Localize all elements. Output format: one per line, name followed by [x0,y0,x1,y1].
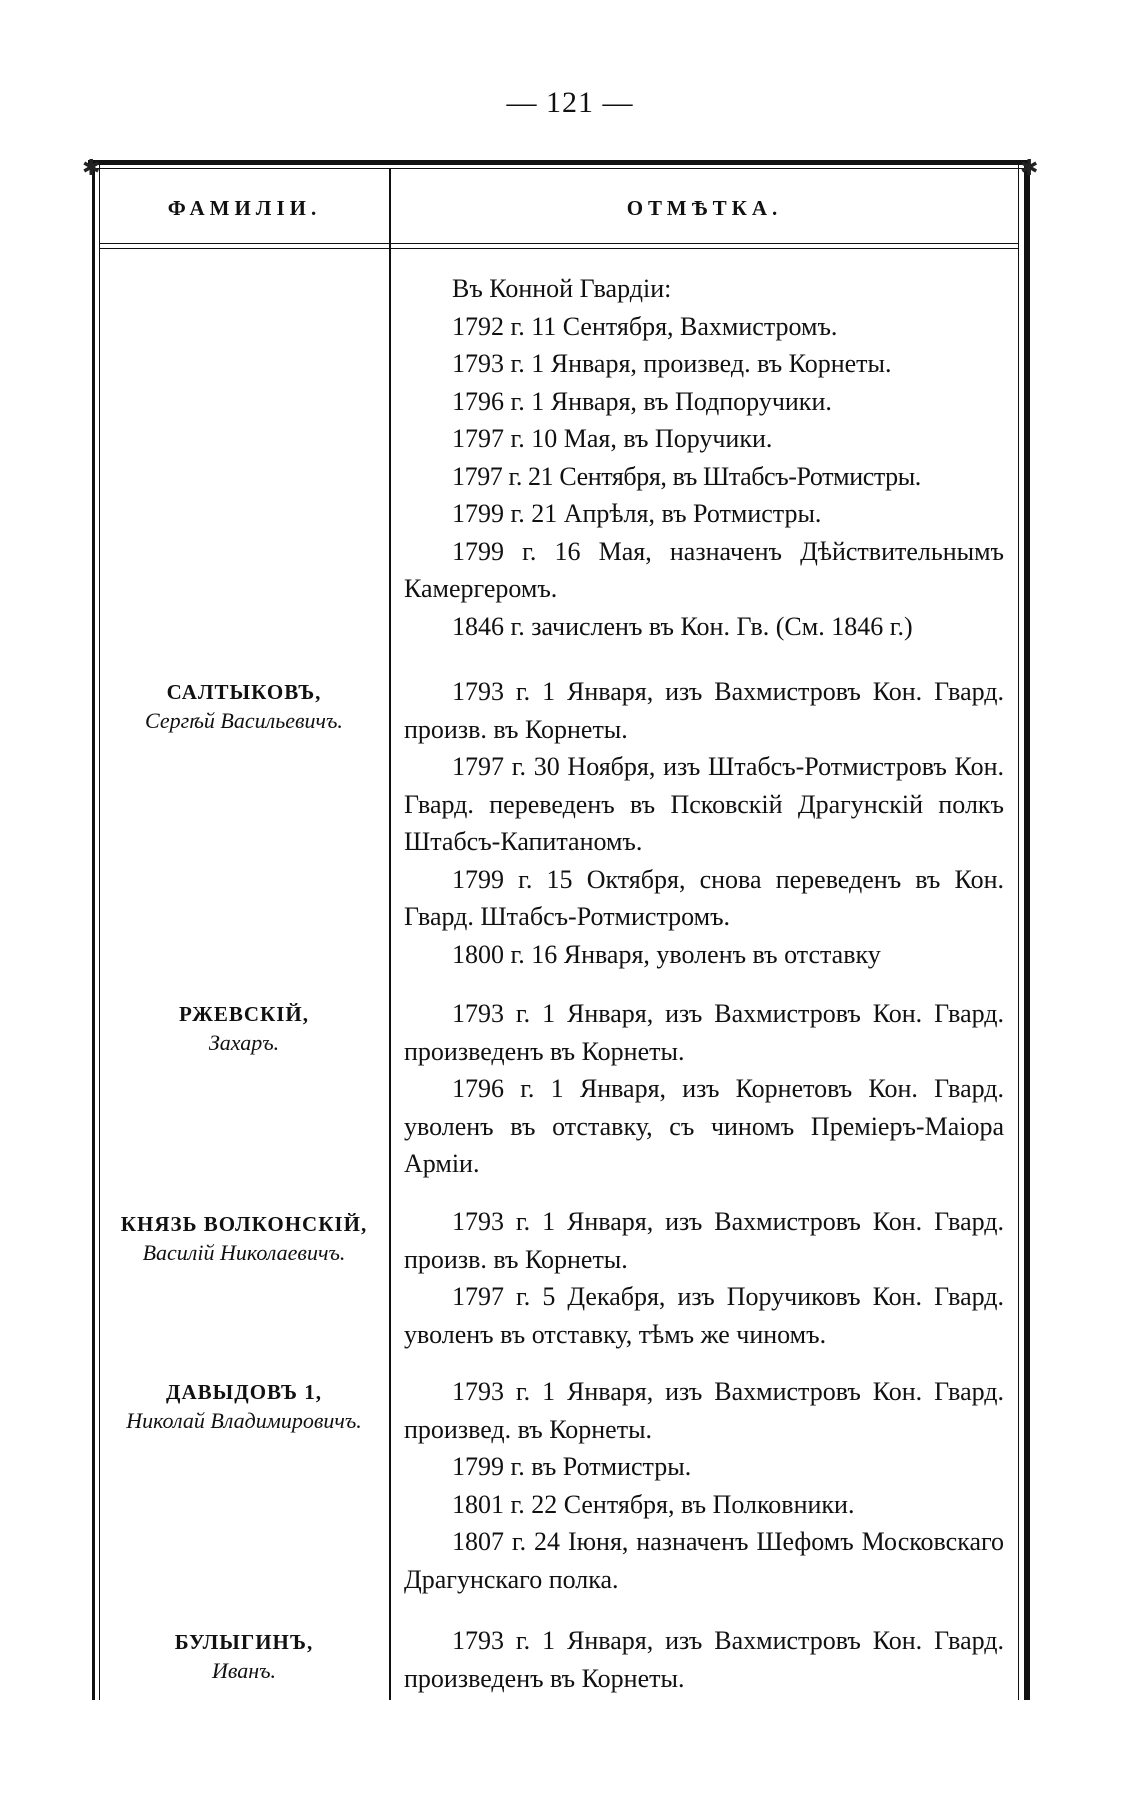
entry-name-davydov [98,1378,390,1436]
note-line: 1793 г. 1 Января, изъ Вахмистровъ Кон. Гвард. произв. въ Корнеты. [404,1207,1004,1274]
note-line: 1793 г. 1 Января, изъ Вахмистровъ Кон. Гвард. произведенъ въ Корнеты. [404,1626,1004,1693]
note-line: 1796 г. 1 Января, въ Подпоручики. [452,386,832,416]
note-line: 1793 г. 1 Января, произвед. въ Корнеты. [452,349,892,378]
header-notes: ОТМѢТКА. [626,196,783,220]
given-name: Василій Николаевичъ. [142,1240,346,1265]
surname: САЛТЫКОВЪ, [166,680,322,704]
corner-ornament-right-icon: ✱ [1020,155,1039,180]
note-line: Въ Конной Гвардіи: [452,274,672,303]
top-rule-thick [88,160,1030,165]
note-line: 1793 г. 1 Января, изъ Вахмистровъ Кон. Гвард. произв. въ Корнеты. [404,677,1004,744]
note-line: 1799 г. 16 Мая, назначенъ Дѣйствительнымъ Камергеромъ. [404,536,1004,603]
left-border-inner [99,165,100,1700]
top-rule-thin [88,168,1030,169]
note-line: 1799 г. 15 Октября, снова переведенъ въ Кон. Гвард. Штабсъ-Ротмистромъ. [404,864,1004,931]
note-line: 1797 г. 5 Декабря, изъ Поручиковъ Кон. Гвард. уволенъ въ отставку, тѣмъ же чиномъ. [404,1282,1004,1349]
surname: РЖЕВСКІЙ, [178,1002,310,1026]
note-line: 1797 г. 10 Мая, въ Поручики. [452,424,773,453]
entry-notes-continuation [404,270,1004,645]
note-line: 1801 г. 22 Сентября, въ Полковники. [452,1489,855,1519]
note-line: 1792 г. 11 Сентября, Вахмистромъ. [452,311,838,341]
header-names: ФАМИЛІИ. [167,196,322,220]
page-number: — 121 — [506,86,634,119]
entry-notes-saltykov [404,673,1004,973]
note-line: 1799 г. въ Ротмистры. [452,1452,692,1481]
entry-notes-davydov [404,1373,1004,1598]
note-line: 1796 г. 1 Января, изъ Корнетовъ Кон. Гвард. уволенъ въ отставку, съ чиномъ Преміеръ-Маіора Арміи. [404,1074,1004,1178]
entry-notes-bulygin [404,1622,1004,1697]
header-rule-2 [100,248,1018,249]
given-name: Иванъ. [211,1658,277,1683]
right-border [1018,165,1019,1700]
note-line: 1797 г. 30 Ноября, изъ Штабсъ-Ротмистровъ Кон. Гвард. переведенъ въ Псковскій Драгунскій полкъ Штабсъ-Капитаномъ. [404,752,1004,856]
surname: КНЯЗЬ ВОЛКОНСКІЙ, [120,1212,368,1236]
column-divider [389,168,391,1700]
note-line: 1800 г. 16 Января, уволенъ въ отставку [452,939,881,969]
left-border [92,165,95,1700]
note-line: 1793 г. 1 Января, изъ Вахмистровъ Кон. Гвард. произведенъ въ Корнеты. [404,999,1004,1066]
entry-notes-rzhevsky [404,995,1004,1183]
surname: БУЛЫГИНЪ, [174,1630,314,1654]
given-name: Николай Владимировичъ. [126,1408,362,1433]
note-line: 1793 г. 1 Января, изъ Вахмистровъ Кон. Гвард. произвед. въ Корнеты. [404,1377,1004,1444]
corner-ornament-left-icon: ✱ [82,155,101,180]
note-line: 1797 г. 21 Сентября, въ Штабсъ-Ротмистры. [452,461,921,491]
entry-notes-volkonsky [404,1203,1004,1353]
note-line: 1807 г. 24 Іюня, назначенъ Шефомъ Московскаго Драгунскаго полка. [404,1527,1004,1594]
entry-name-volkonsky [98,1210,390,1268]
right-border-thick [1024,165,1030,1700]
given-name: Захаръ. [208,1030,280,1055]
entry-name-rzhevsky [98,1000,390,1058]
given-name: Сергѣй Васильевичъ. [145,708,343,733]
entry-name-bulygin [98,1628,390,1686]
header-rule-1 [100,243,1018,244]
note-line: 1799 г. 21 Апрѣля, въ Ротмистры. [452,499,822,528]
entry-name-saltykov [98,678,390,736]
surname: ДАВЫДОВЪ 1, [166,1380,322,1404]
note-line: 1846 г. зачисленъ въ Кон. Гв. (См. 1846 г.) [452,611,913,641]
